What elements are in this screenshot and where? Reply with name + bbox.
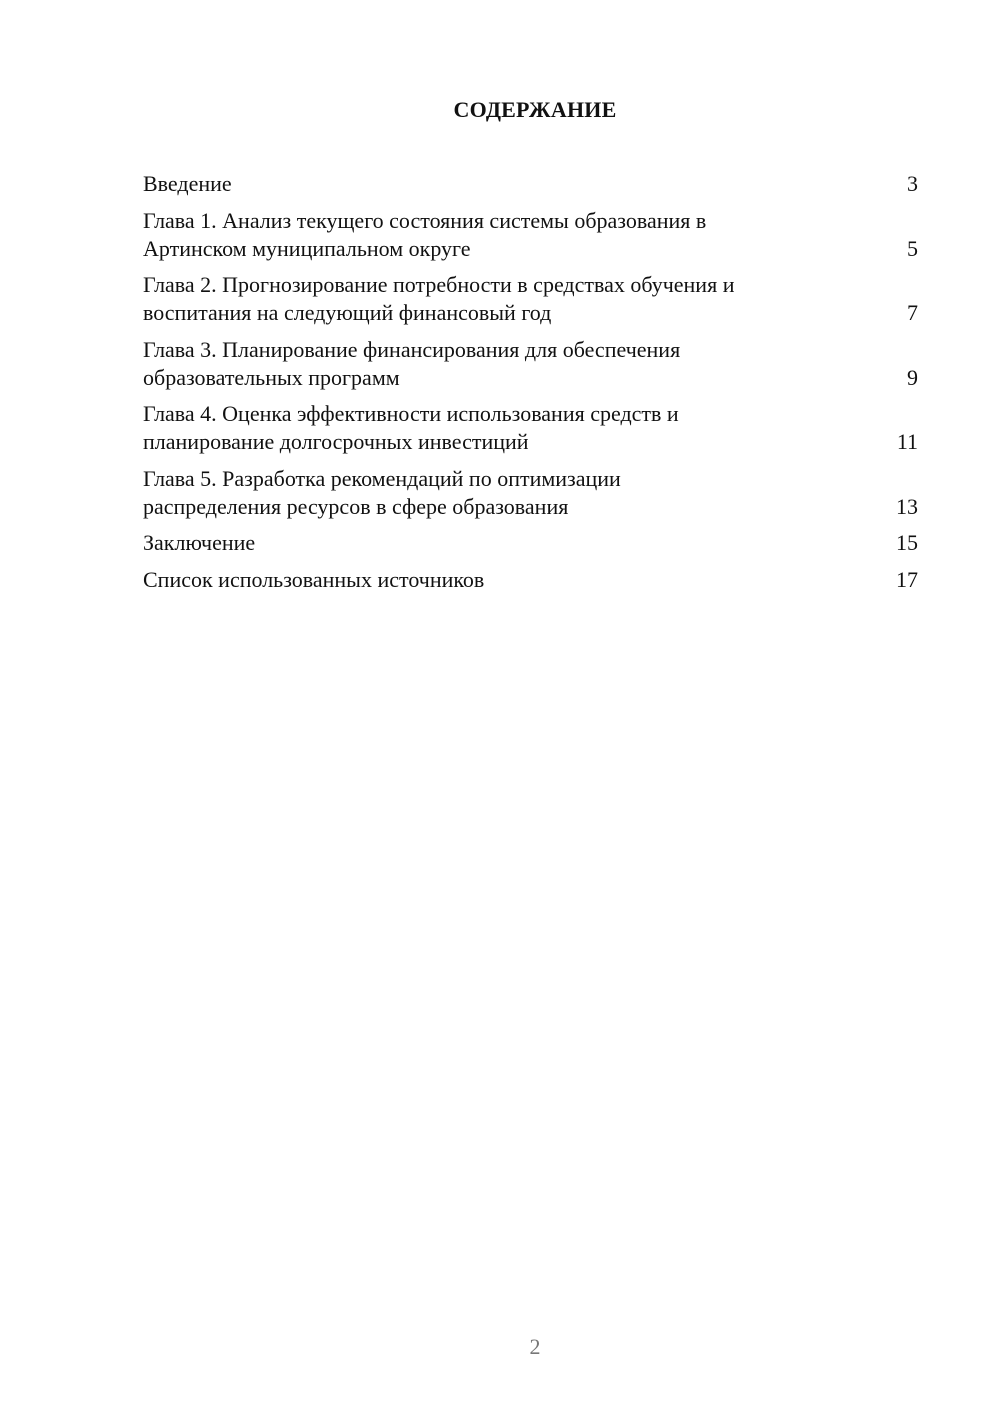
toc-page-number: 13	[896, 493, 918, 519]
footer-page-number: 2	[529, 1334, 541, 1359]
toc-page-number: 11	[896, 429, 918, 454]
toc-entry-chapter-5	[143, 465, 920, 521]
toc-entry-label: Глава 4. Оценка эффективности использования средств и	[143, 401, 679, 426]
toc-page-number: 5	[907, 235, 918, 261]
toc-entry-chapter-2	[143, 271, 920, 327]
toc-page-number: 3	[907, 171, 918, 196]
toc-entry-label-continued: Артинском муниципальном округе	[143, 235, 471, 261]
toc-page-number: 9	[907, 364, 918, 390]
toc-entry-label: Глава 1. Анализ текущего состояния системы образования в	[143, 207, 707, 233]
page-title: СОДЕРЖАНИЕ	[453, 97, 617, 122]
toc-entry-label: Глава 2. Прогнозирование потребности в средствах обучения и	[143, 272, 735, 297]
toc-entry-label-continued: воспитания на следующий финансовый год	[143, 300, 552, 325]
toc-entry-label-continued: планирование долгосрочных инвестиций	[143, 429, 529, 454]
toc-entry-label: Глава 5. Разработка рекомендаций по оптимизации	[143, 465, 621, 491]
toc-entry-label: Список использованных источников	[143, 566, 485, 592]
toc-entry-introduction	[143, 170, 920, 198]
toc-page-number: 17	[896, 566, 918, 592]
toc-entry-label: Введение	[143, 171, 232, 196]
toc-entry-label-continued: распределения ресурсов в сфере образования	[143, 493, 569, 519]
table-of-contents	[143, 170, 920, 602]
toc-entry-label-continued: образовательных программ	[143, 364, 400, 390]
toc-entry-references	[143, 566, 920, 594]
toc-entry-label: Заключение	[143, 530, 256, 555]
toc-entry-chapter-1	[143, 207, 920, 263]
toc-entry-conclusion	[143, 529, 920, 557]
toc-page-number: 15	[896, 530, 918, 555]
toc-page-number: 7	[907, 300, 918, 325]
toc-entry-label: Глава 3. Планирование финансирования для обеспечения	[143, 336, 681, 362]
toc-entry-chapter-3	[143, 336, 920, 392]
toc-entry-chapter-4	[143, 400, 920, 456]
